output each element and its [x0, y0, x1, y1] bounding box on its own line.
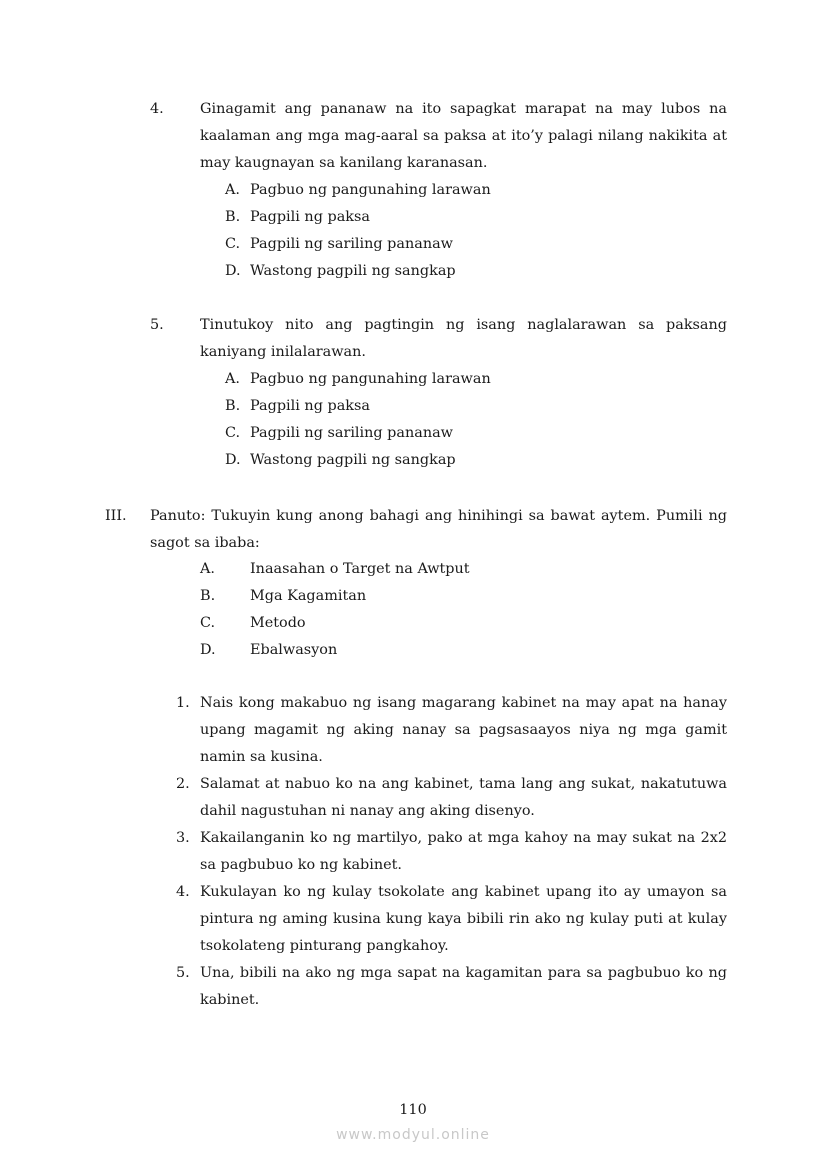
choice-letter: B. [200, 588, 216, 604]
question-4-option-b [225, 204, 370, 231]
option-letter: C. [225, 425, 241, 441]
choice-text: Ebalwasyon [250, 642, 338, 658]
question-5-option-b [225, 393, 370, 420]
choice-text: Inaasahan o Target na Awtput [250, 561, 470, 577]
option-text: Pagpili ng sariling pananaw [250, 236, 453, 252]
item-4-text: Kukulayan ko ng kulay tsokolate ang kabinet upang ito ay umayon sa pintura ng aming kusina kung kaya bibili rin ako ng kulay puti at kulay tsokolateng pinturang pangkahoy. [200, 884, 727, 954]
item-1-number: 1. [176, 695, 190, 711]
option-letter: B. [225, 209, 241, 225]
choice-a [200, 556, 470, 583]
option-letter: A. [225, 371, 240, 387]
question-5-number: 5. [150, 317, 164, 333]
question-5-text: Tinutukoy nito ang pagtingin ng isang naglalarawan sa paksang kaniyang inilalarawan. [200, 317, 727, 360]
choice-letter: C. [200, 615, 216, 631]
question-4-option-c [225, 231, 453, 258]
choice-d [200, 637, 337, 664]
option-text: Pagpili ng paksa [250, 209, 370, 225]
item-5-number: 5. [176, 965, 190, 981]
item-3-number: 3. [176, 830, 190, 846]
option-text: Wastong pagpili ng sangkap [250, 263, 456, 279]
question-4-text: Ginagamit ang pananaw na ito sapagkat marapat na may lubos na kaalaman ang mga mag-aaral sa paksa at ito’y palagi nilang nakikita at may kaugnayan sa kanilang karanasan. [200, 101, 727, 171]
choice-letter: D. [200, 642, 216, 658]
option-letter: B. [225, 398, 241, 414]
option-text: Pagbuo ng pangunahing larawan [250, 371, 491, 387]
item-1-text: Nais kong makabuo ng isang magarang kabinet na may apat na hanay upang magamit ng aking nanay sa pagsasaayos niya ng mga gamit namin sa kusina. [200, 695, 727, 765]
option-letter: D. [225, 263, 241, 279]
choice-letter: A. [200, 561, 215, 577]
option-letter: D. [225, 452, 241, 468]
item-2-number: 2. [176, 776, 190, 792]
choice-b [200, 583, 366, 610]
item-4-number: 4. [176, 884, 190, 900]
question-4-option-a [225, 177, 491, 204]
option-text: Pagpili ng sariling pananaw [250, 425, 453, 441]
question-5-option-d [225, 447, 456, 474]
option-text: Wastong pagpili ng sangkap [250, 452, 456, 468]
item-3-text: Kakailanganin ko ng martilyo, pako at mga kahoy na may sukat na 2x2 sa pagbubuo ko ng kabinet. [200, 830, 727, 873]
item-5-text: Una, bibili na ako ng mga sapat na kagamitan para sa pagbubuo ko ng kabinet. [200, 965, 727, 1008]
choice-text: Mga Kagamitan [250, 588, 367, 604]
question-4-option-d [225, 258, 456, 285]
section-3-instruction: Panuto: Tukuyin kung anong bahagi ang hinihingi sa bawat aytem. Pumili ng sagot sa ibaba: [150, 508, 727, 551]
option-text: Pagbuo ng pangunahing larawan [250, 182, 491, 198]
choice-c [200, 610, 306, 637]
question-4-number: 4. [150, 101, 164, 117]
page-number: 110 [399, 1102, 427, 1118]
choice-text: Metodo [250, 615, 306, 631]
option-letter: C. [225, 236, 241, 252]
watermark: www.modyul.online [336, 1127, 490, 1143]
question-5-option-c [225, 420, 453, 447]
option-letter: A. [225, 182, 240, 198]
question-5-option-a [225, 366, 491, 393]
section-3-number: III. [105, 508, 127, 524]
option-text: Pagpili ng paksa [250, 398, 370, 414]
item-2-text: Salamat at nabuo ko na ang kabinet, tama lang ang sukat, nakatutuwa dahil nagustuhan ni nanay ang aking disenyo. [200, 776, 727, 819]
